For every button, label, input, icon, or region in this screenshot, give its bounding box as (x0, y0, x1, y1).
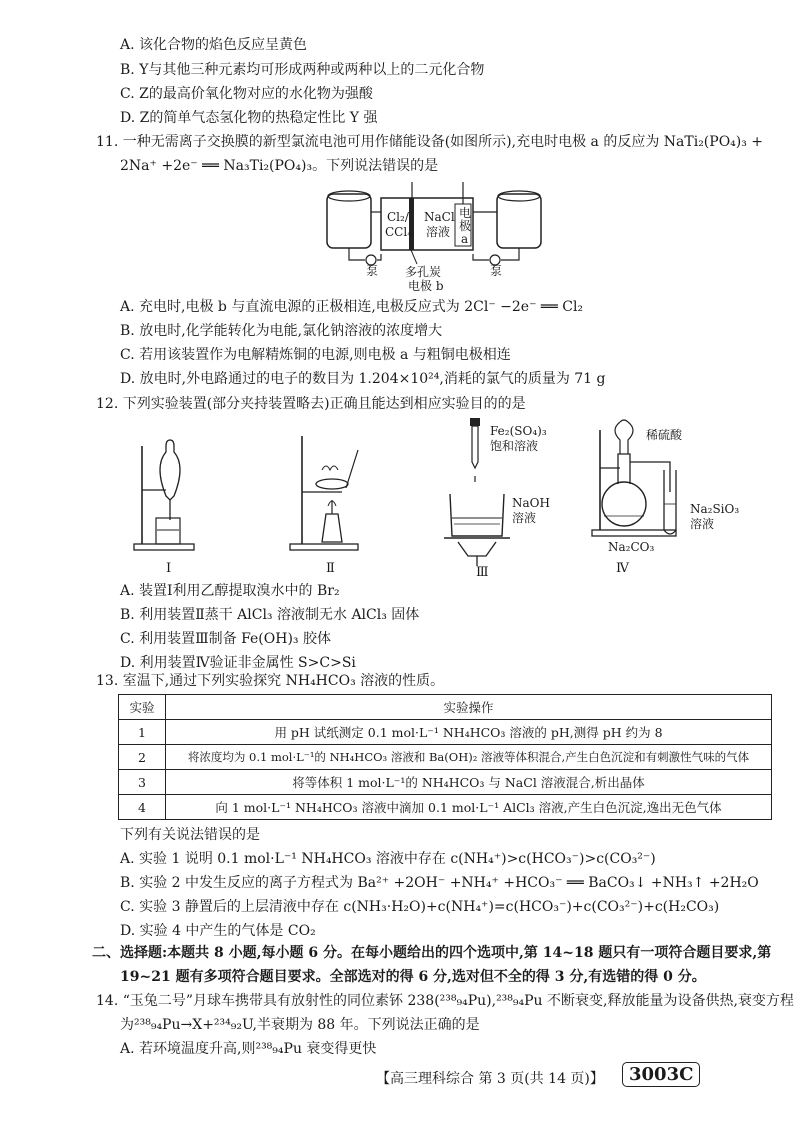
experiment-table (118, 694, 772, 820)
experiment-operation: 向 1 mol·L⁻¹ NH₄HCO₃ 溶液中滴加 0.1 mol·L⁻¹ AlCl₃ 溶液,产生白色沉淀,逸出无色气体 (166, 795, 772, 820)
apparatus-2-label: Ⅱ (326, 561, 335, 576)
dilute-h2so4-label: 稀硫酸 (646, 428, 683, 442)
q14-stem-line2: 为²³⁸₉₄Pu→X+²³⁴₉₂U,半衰期为 88 年。下列说法正确的是 (120, 1017, 480, 1033)
q13-option-b: B. 实验 2 中发生反应的离子方程式为 Ba²⁺ +2OH⁻ +NH₄⁺ +HCO₃⁻ ══ BaCO₃↓ +NH₃↑ +2H₂O (120, 875, 759, 891)
q11-option-b: B. 放电时,化学能转化为电能,氯化钠溶液的浓度增大 (120, 323, 443, 339)
table-row (119, 720, 772, 745)
table-row (119, 795, 772, 820)
q10-option-d: D. Z的简单气态氢化物的热稳定性比 Y 强 (120, 110, 378, 126)
q11-stem-line1: 11. 一种无需离子交换膜的新型氯流电池可用作储能设备(如图所示),充电时电极 a 的反应为 NaTi₂(PO₄)₃ + (96, 134, 764, 150)
paper-code-badge: 3003C (622, 1062, 700, 1087)
q10-option-a: A. 该化合物的焰色反应呈黄色 (120, 37, 308, 53)
fig-electrode-b-label: 电极 b (408, 279, 444, 293)
naoh-solution-label: 溶液 (512, 511, 537, 525)
q12-option-b: B. 利用装置Ⅱ蒸干 AlCl₃ 溶液制无水 AlCl₃ 固体 (120, 607, 420, 623)
fig-porous-carbon-label: 多孔炭 (405, 265, 442, 279)
fig-electrode-a-3: a (461, 232, 469, 246)
q12-option-c: C. 利用装置Ⅲ制备 Fe(OH)₃ 胶体 (120, 631, 331, 647)
experiment-operation: 将等体积 1 mol·L⁻¹的 NH₄HCO₃ 与 NaCl 溶液混合,析出晶体 (166, 770, 772, 795)
table-row (119, 745, 772, 770)
fig-pump-left: 泵 (366, 264, 379, 278)
experiment-number: 2 (119, 745, 166, 770)
fig-nacl-label: NaCl (424, 210, 455, 224)
q13-option-a: A. 实验 1 说明 0.1 mol·L⁻¹ NH₄HCO₃ 溶液中存在 c(NH₄⁺)>c(HCO₃⁻)>c(CO₃²⁻) (120, 851, 656, 867)
section-2-heading-line2: 19~21 题有多项符合题目要求。全部选对的得 6 分,选对但不全的得 3 分,有选错的得 0 分。 (120, 969, 706, 985)
naoh-label: NaOH (512, 496, 550, 510)
saturated-solution-label: 饱和溶液 (490, 439, 539, 453)
q13-option-d: D. 实验 4 中产生的气体是 CO₂ (120, 923, 316, 939)
q13-option-c: C. 实验 3 静置后的上层清液中存在 c(NH₃·H₂O)+c(NH₄⁺)=c(HCO₃⁻)+c(CO₃²⁻)+c(H₂CO₃) (120, 899, 720, 915)
table-header-row (119, 695, 772, 720)
q13-lead: 下列有关说法错误的是 (120, 827, 260, 843)
experiment-number: 3 (119, 770, 166, 795)
experiment-number: 4 (119, 795, 166, 820)
q13-stem: 13. 室温下,通过下列实验探究 NH₄HCO₃ 溶液的性质。 (96, 673, 445, 689)
q10-option-c: C. Z的最高价氧化物对应的水化物为强酸 (120, 86, 373, 102)
fig-pump-right: 泵 (490, 264, 503, 278)
experiment-number: 1 (119, 720, 166, 745)
fig-solution-label: 溶液 (426, 225, 451, 239)
fig-electrode-a-2: 极 (459, 219, 472, 233)
q14-option-a: A. 若环境温度升高,则²³⁸₉₄Pu 衰变得更快 (120, 1041, 377, 1057)
experiment-operation: 将浓度均为 0.1 mol·L⁻¹的 NH₄HCO₃ 溶液和 Ba(OH)₂ 溶液等体积混合,产生白色沉淀和有刺激性气味的气体 (166, 745, 772, 770)
q12-option-d: D. 利用装置Ⅳ验证非金属性 S>C>Si (120, 655, 356, 671)
q11-option-c: C. 若用该装置作为电解精炼铜的电源,则电极 a 与粗铜电极相连 (120, 347, 511, 363)
q11-stem-line2: 2Na⁺ +2e⁻ ══ Na₃Ti₂(PO₄)₃。下列说法错误的是 (120, 158, 439, 174)
apparatus-3-label: Ⅲ (476, 565, 489, 580)
page-footer: 【高三理科综合 第 3 页(共 14 页)】 (376, 1071, 604, 1087)
q11-option-d: D. 放电时,外电路通过的电子的数目为 1.204×10²⁴,消耗的氯气的质量为 71 g (120, 371, 606, 387)
apparatus-1-separatory-funnel (130, 438, 200, 554)
q14-stem-line1: 14. “玉兔二号”月球车携带具有放射性的同位素钚 238(²³⁸₉₄Pu),²³⁸₉₄Pu 不断衰变,释放能量为设备供热,衰变方程 (96, 993, 794, 1009)
fig-cl2-label: Cl₂/ (387, 210, 409, 224)
na2sio3-label: Na₂SiO₃ (690, 502, 740, 516)
apparatus-2-evaporation (288, 430, 368, 554)
table-row (119, 770, 772, 795)
q12-option-a: A. 装置Ⅰ利用乙醇提取溴水中的 Br₂ (120, 583, 340, 599)
header-experiment: 实验 (119, 695, 166, 720)
na2sio3-solution-label: 溶液 (690, 517, 715, 531)
fig-ccl4-label: CCl₄ (385, 225, 413, 239)
apparatus-4-flask (590, 420, 700, 550)
fe2so43-label: Fe₂(SO₄)₃ (490, 424, 547, 438)
apparatus-1-label: Ⅰ (166, 561, 172, 576)
header-operation: 实验操作 (166, 695, 772, 720)
q11-option-a: A. 充电时,电极 b 与直流电源的正极相连,电极反应式为 2Cl⁻ −2e⁻ ══ Cl₂ (120, 299, 584, 315)
na2co3-label: Na₂CO₃ (608, 540, 655, 554)
q10-option-b: B. Y与其他三种元素均可形成两种或两种以上的二元化合物 (120, 62, 485, 78)
section-2-heading-line1: 二、选择题:本题共 8 小题,每小题 6 分。在每小题给出的四个选项中,第 14~18 题只有一项符合题目要求,第 (92, 945, 772, 961)
experiment-operation: 用 pH 试纸测定 0.1 mol·L⁻¹ NH₄HCO₃ 溶液的 pH,测得 pH 约为 8 (166, 720, 772, 745)
fig-electrode-a-1: 电 (459, 206, 472, 220)
apparatus-4-label: Ⅳ (616, 561, 629, 576)
q12-stem: 12. 下列实验装置(部分夹持装置略去)正确且能达到相应实验目的的是 (96, 396, 526, 412)
